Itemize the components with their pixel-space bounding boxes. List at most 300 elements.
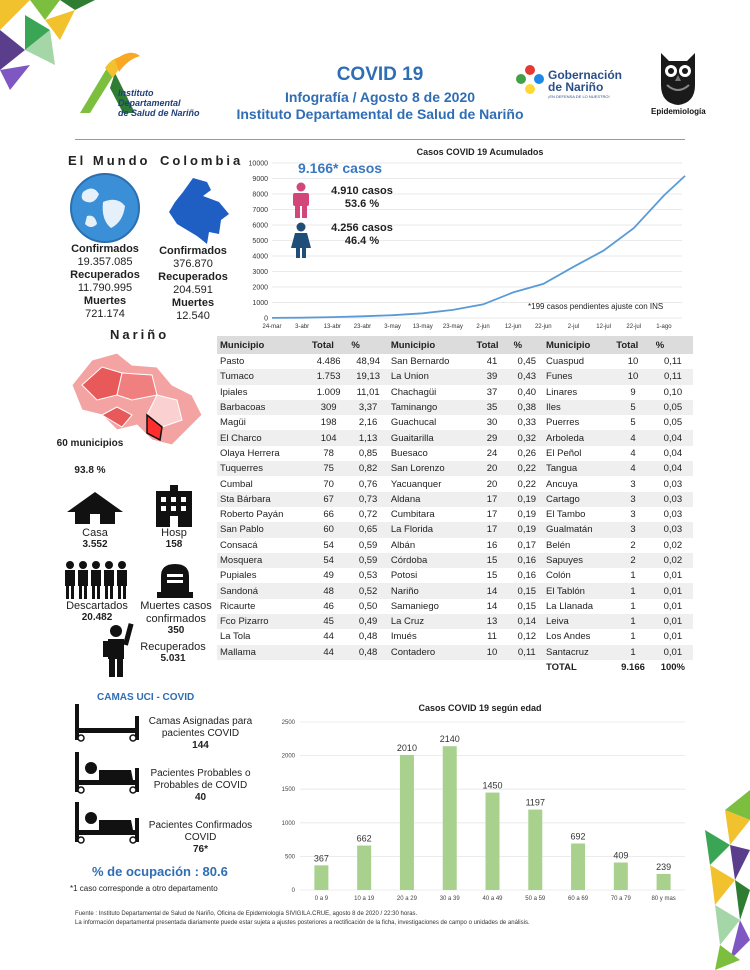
y-tick-label: 5000 — [252, 238, 268, 245]
table-cell: 1.753 — [309, 369, 348, 384]
bar-value-label: 662 — [356, 833, 372, 844]
table-cell: 0,22 — [511, 461, 543, 476]
descartados-label: Descartados — [66, 600, 128, 612]
y-tick-label: 7000 — [252, 207, 268, 214]
epidemiologia-label: Epidemiología — [651, 107, 706, 116]
female-icon — [290, 222, 312, 258]
table-row — [217, 522, 693, 537]
x-tick-label: 80 y mas — [651, 896, 676, 902]
table-cell: 0,45 — [517, 356, 537, 368]
table-cell: 104 — [309, 430, 348, 445]
table-header-row — [217, 336, 693, 354]
table-cell: 14 — [486, 600, 498, 612]
table-cell: 0,03 — [663, 478, 683, 490]
table-cell: 0,52 — [348, 583, 387, 598]
table-cell: Colón — [546, 570, 571, 582]
table-cell: 0,11 — [653, 369, 693, 384]
table-cell: Ipiales — [220, 386, 248, 398]
male-icon — [290, 182, 312, 218]
table-cell: Magüi — [220, 417, 246, 429]
table-header-cell: Total — [473, 336, 510, 354]
table-cell: 4.486 — [316, 356, 341, 368]
narino-heading: Nariño — [110, 327, 170, 342]
table-cell: 37 — [486, 386, 498, 398]
table-cell: 0,50 — [358, 600, 378, 612]
table-cell: 78 — [323, 447, 334, 459]
x-tick-label: 2-jul — [567, 324, 580, 330]
table-cell: 15 — [486, 570, 498, 582]
table-cell: Cumbal — [220, 478, 253, 490]
x-tick-label: 70 a 79 — [610, 896, 631, 902]
table-cell: Yacuanquer — [390, 478, 442, 490]
table-cell: 48 — [309, 583, 348, 598]
table-cell: Funes — [543, 369, 613, 384]
table-cell: 0,48 — [348, 645, 387, 660]
table-cell: La Florida — [388, 522, 474, 537]
table-cell: 3 — [613, 522, 652, 537]
table-header-cell: % — [511, 336, 543, 354]
municipality-table — [217, 336, 693, 675]
y-tick-label: 6000 — [252, 222, 268, 230]
table-cell: El Tablón — [543, 583, 613, 598]
colombia-heading: Colombia — [160, 153, 244, 168]
table-cell: La Llanada — [546, 600, 594, 612]
table-cell: Roberto Payán — [220, 509, 284, 521]
x-tick-label: 23-abr — [353, 324, 372, 330]
x-tick-label: 30 a 39 — [439, 896, 460, 902]
table-cell: 0,73 — [348, 492, 387, 507]
table-cell: 0,16 — [511, 553, 543, 568]
table-cell: 0,05 — [653, 400, 693, 415]
table-row — [217, 645, 693, 660]
tombstone-icon — [155, 562, 195, 598]
table-cell: 0,38 — [511, 400, 543, 415]
table-cell: 44 — [309, 645, 348, 660]
casa-label: Casa — [82, 527, 108, 539]
table-cell: 0,32 — [511, 430, 543, 445]
table-row — [217, 614, 693, 629]
table-cell: 3 — [613, 492, 652, 507]
table-cell: Ricaurte — [220, 600, 256, 612]
table-cell: 0,19 — [517, 509, 537, 521]
table-cell: 0,05 — [663, 417, 683, 429]
table-cell: 0,76 — [358, 478, 378, 490]
table-cell: 75 — [309, 461, 348, 476]
table-cell: 66 — [323, 509, 334, 521]
y-tick-label: 2000 — [281, 753, 295, 760]
bar-value-label: 2010 — [396, 742, 417, 753]
table-cell: 0,11 — [511, 645, 543, 660]
table-cell: Aldana — [388, 492, 474, 507]
table-cell: 10 — [627, 356, 639, 368]
table-cell: 1,13 — [348, 430, 387, 445]
bed-patient-icon — [73, 750, 141, 794]
table-cell: 0,02 — [653, 553, 693, 568]
table-row — [217, 415, 693, 430]
table-cell: 0,01 — [663, 600, 683, 612]
table-cell: 0,04 — [653, 461, 693, 476]
table-cell: 0,12 — [517, 631, 537, 643]
table-cell: 0,02 — [663, 539, 683, 551]
table-cell: Consacá — [220, 539, 258, 551]
table-cell: Fco Pizarro — [217, 614, 309, 629]
x-tick-label: 2-jun — [476, 324, 490, 330]
colombia-map-icon — [163, 176, 233, 246]
bar — [357, 846, 371, 890]
municipalities-pct: 93.8 % — [74, 465, 106, 476]
table-header-cell: % — [348, 336, 387, 354]
table-cell: TOTAL — [546, 662, 577, 674]
table-cell: 48,94 — [356, 356, 380, 368]
table-header-cell: Municipio — [217, 336, 309, 354]
table-cell: San Pablo — [217, 522, 309, 537]
world-confirmed-label: Confirmados — [71, 243, 139, 255]
table-cell: 198 — [320, 417, 337, 429]
male-cases: 4.910 casos 53.6 % — [331, 185, 393, 210]
table-cell: Tumaco — [217, 369, 309, 384]
table-cell: 309 — [309, 400, 348, 415]
table-cell: 41 — [486, 356, 498, 368]
bar-value-label: 367 — [313, 853, 329, 864]
table-cell: 14 — [473, 583, 510, 598]
page-subtitle: Infografía / Agosto 8 de 2020 Instituto Departamental de Salud de Nariño — [236, 89, 524, 122]
bar — [443, 746, 457, 890]
table-cell: 1 — [613, 614, 652, 629]
table-cell: Pasto — [220, 356, 245, 368]
colombia-confirmed-value: 376.870 — [173, 258, 213, 270]
recovered-person-icon — [100, 623, 138, 678]
table-cell: 0,59 — [348, 553, 387, 568]
table-cell — [511, 660, 543, 675]
table-cell: Potosi — [390, 570, 418, 582]
bed-confirmed-icon — [73, 800, 141, 844]
table-cell: Sandoná — [217, 583, 309, 598]
y-tick-label: 2000 — [252, 284, 268, 292]
table-cell: San Bernardo — [390, 356, 450, 368]
table-cell: 1 — [630, 600, 636, 612]
table-cell: 0,14 — [511, 614, 543, 629]
table-cell: 0,01 — [663, 570, 683, 582]
x-tick-label: 1-ago — [656, 324, 672, 330]
table-cell: Nariño — [388, 583, 474, 598]
bar — [528, 810, 542, 890]
table-cell: Guaitarilla — [388, 430, 474, 445]
x-tick-label: 3-may — [384, 324, 401, 330]
descartados-value: 20.482 — [81, 612, 113, 623]
table-cell: Olaya Herrera — [220, 447, 280, 459]
y-tick-label: 1500 — [281, 787, 295, 794]
world-deaths-label: Muertes — [83, 295, 127, 307]
bed-empty-icon — [73, 702, 141, 742]
table-cell: 1 — [613, 583, 652, 598]
table-cell: 5 — [613, 400, 652, 415]
bar-value-label: 692 — [570, 831, 586, 842]
table-row — [217, 538, 693, 553]
table-cell: 1.009 — [316, 386, 341, 398]
table-cell — [309, 660, 348, 675]
world-recovered-label: Recuperados — [70, 269, 140, 281]
table-row — [217, 492, 693, 507]
y-tick-label: 2500 — [281, 720, 295, 726]
table-header-cell: Total — [613, 336, 652, 354]
table-cell: 11 — [487, 631, 497, 643]
x-tick-label: 0 a 9 — [314, 896, 329, 902]
x-tick-label: 22-jul — [626, 324, 642, 330]
table-cell: 0,04 — [653, 430, 693, 445]
table-cell: 0,01 — [653, 614, 693, 629]
table-cell: 0,15 — [517, 600, 537, 612]
table-cell: Taminango — [388, 400, 474, 415]
table-row — [217, 629, 693, 644]
table-header-cell: Total — [309, 336, 348, 354]
recuperados-value: 5.031 — [160, 653, 186, 664]
table-cell: Santacruz — [543, 645, 613, 660]
colombia-deaths-value: 12.540 — [176, 310, 210, 322]
table-row — [217, 400, 693, 415]
owl-logo-icon — [655, 45, 701, 107]
table-cell: 2 — [613, 553, 652, 568]
uci-asignadas-label: Camas Asignadas para pacientes COVID — [148, 716, 253, 739]
colombia-confirmed-label: Confirmados — [159, 245, 227, 257]
table-total-row — [217, 660, 693, 675]
table-cell: 20 — [473, 461, 510, 476]
ids-logo-text: Instituto Departamental de Salud de Nariño — [118, 88, 200, 118]
colombia-recovered-label: Recuperados — [158, 271, 228, 283]
table-cell: 0,03 — [663, 509, 683, 521]
bar-value-label: 239 — [656, 861, 672, 872]
table-header-cell: % — [653, 336, 693, 354]
table-cell: Mosquera — [217, 553, 309, 568]
table-cell: La Union — [388, 369, 474, 384]
table-cell: 0,65 — [348, 522, 387, 537]
page-title: COVID 19 — [336, 64, 424, 85]
table-cell: 0,40 — [517, 386, 537, 398]
table-cell: El Tambo — [546, 509, 586, 521]
y-tick-label: 4000 — [252, 253, 268, 261]
table-cell: 35 — [473, 400, 510, 415]
table-cell: 3 — [630, 509, 636, 521]
x-tick-label: 50 a 59 — [525, 896, 546, 902]
table-cell: 30 — [486, 417, 498, 429]
table-row — [217, 583, 693, 598]
table-cell: 2,16 — [358, 417, 378, 429]
table-cell: 4 — [613, 461, 652, 476]
uci-probables-label: Pacientes Probables o Probables de COVID — [150, 768, 251, 791]
age-chart-title: Casos COVID 19 según edad — [418, 703, 542, 713]
table-cell: Tangua — [543, 461, 613, 476]
y-tick-label: 1000 — [281, 820, 295, 827]
table-cell: Iles — [543, 400, 613, 415]
world-confirmed-value: 19.357.085 — [77, 256, 133, 268]
table-cell: 24 — [486, 447, 498, 459]
table-cell: Linares — [546, 386, 578, 398]
table-cell: Cumbitara — [390, 509, 435, 521]
table-cell: Pupiales — [220, 570, 257, 582]
y-tick-label: 8000 — [252, 191, 268, 199]
cumulative-chart-title: Casos COVID 19 Acumulados — [416, 147, 544, 157]
table-cell: Leiva — [543, 614, 613, 629]
table-cell: 49 — [323, 570, 334, 582]
x-tick-label: 12-jun — [504, 324, 522, 330]
bar — [400, 755, 414, 890]
table-row — [217, 446, 693, 461]
x-tick-label: 12-jul — [596, 324, 611, 330]
table-cell: Gualmatán — [543, 522, 613, 537]
table-cell: 60 — [309, 522, 348, 537]
table-cell: 54 — [309, 553, 348, 568]
table-cell: Belén — [546, 539, 571, 551]
table-cell: 0,72 — [358, 509, 378, 521]
table-cell: 0,48 — [358, 631, 378, 643]
table-cell: 1 — [630, 631, 636, 643]
table-cell: 29 — [473, 430, 510, 445]
header-divider — [75, 139, 685, 140]
table-cell: 0,82 — [348, 461, 387, 476]
table-cell: 0,43 — [511, 369, 543, 384]
muertes-value: 350 — [167, 625, 185, 636]
table-cell: 0,10 — [663, 386, 683, 398]
bar — [486, 793, 500, 890]
bar — [614, 863, 628, 890]
table-cell: 19,13 — [348, 369, 387, 384]
table-cell: Córdoba — [388, 553, 474, 568]
table-cell: 9 — [630, 386, 636, 398]
table-cell: Tuquerres — [217, 461, 309, 476]
table-cell: 0,03 — [653, 492, 693, 507]
table-row — [217, 599, 693, 614]
table-cell: Buesaco — [390, 447, 428, 459]
recuperados-label: Recuperados — [140, 641, 206, 653]
table-cell: 3 — [630, 478, 636, 490]
table-row — [217, 553, 693, 568]
group-people-icon — [62, 560, 128, 600]
colombia-deaths-label: Muertes — [171, 297, 215, 309]
table-cell: 0,19 — [511, 522, 543, 537]
table-cell: La Cruz — [388, 614, 474, 629]
uci-title: CAMAS UCI - COVID — [97, 692, 195, 703]
gobernacion-logo-text: Gobernación de Nariño — [548, 68, 623, 94]
table-cell — [388, 660, 474, 675]
source-note: Fuente : Instituto Departamental de Salud de Nariño, Oficina de Epidemiología SIVIGILA.CRUE, agosto 8 de 2020 / 22:30 horas. La información departamental presentada diariamente puede estar sujeta a ajustes posteriores a rectificación de la ficha, investigaciones de campo o unidades de análisis. — [75, 911, 530, 926]
bar — [657, 874, 671, 890]
table-cell: Mallama — [217, 645, 309, 660]
world-heading: El Mundo — [68, 153, 151, 168]
colombia-recovered-value: 204.591 — [173, 284, 213, 296]
table-cell: 0,33 — [517, 417, 537, 429]
y-tick-label: 9000 — [252, 176, 268, 183]
uci-probables-value: 40 — [194, 792, 207, 803]
table-cell: 0,01 — [663, 631, 683, 643]
table-cell: 0,16 — [517, 570, 537, 582]
table-cell: Puerres — [546, 417, 580, 429]
table-cell: Contadero — [388, 645, 474, 660]
table-cell: Albán — [390, 539, 416, 551]
casa-value: 3.552 — [82, 539, 108, 550]
table-cell: 4 — [630, 447, 636, 459]
x-tick-label: 22-jun — [534, 324, 552, 330]
table-header-cell: Municipio — [388, 336, 474, 354]
table-cell: 100% — [660, 662, 686, 674]
table-cell: 10 — [613, 369, 652, 384]
uci-asignadas-value: 144 — [192, 740, 209, 751]
table-cell — [348, 660, 387, 675]
table-cell: 3,37 — [348, 400, 387, 415]
decorative-corner-bottom-right — [695, 790, 750, 970]
bar-value-label: 2140 — [439, 734, 460, 745]
table-cell: 0,26 — [517, 447, 537, 459]
table-row — [217, 568, 693, 583]
table-cell: 0,11 — [663, 356, 682, 368]
table-cell: 20 — [486, 478, 498, 490]
y-tick-label: 10000 — [248, 160, 268, 168]
table-cell: 5 — [630, 417, 636, 429]
table-cell: Ancuya — [546, 478, 578, 490]
table-cell — [217, 660, 309, 675]
table-cell: 0,03 — [653, 522, 693, 537]
table-row — [217, 476, 693, 491]
table-cell: 2 — [630, 539, 636, 551]
table-cell: 16 — [486, 539, 498, 551]
table-cell: La Tola — [220, 631, 251, 643]
y-tick-label: 1000 — [252, 300, 268, 307]
age-chart — [270, 714, 690, 909]
table-header-cell: Municipio — [543, 336, 613, 354]
municipalities-count: 60 municipios — [56, 438, 124, 449]
x-tick-label: 40 a 49 — [482, 896, 503, 902]
total-cases-label: 9.166* casos — [298, 160, 383, 176]
table-cell: Guachucal — [390, 417, 437, 429]
world-deaths-value: 721.174 — [85, 308, 125, 320]
table-row — [217, 385, 693, 400]
table-row — [217, 507, 693, 522]
house-icon — [65, 490, 125, 525]
table-cell: Sta Bárbara — [217, 492, 309, 507]
x-tick-label: 23-may — [442, 324, 463, 330]
table-cell: 13 — [473, 614, 510, 629]
muertes-label: Muertes casos confirmados — [140, 600, 212, 625]
table-cell: San Lorenzo — [388, 461, 474, 476]
table-cell: Cuaspud — [546, 356, 585, 368]
world-recovered-value: 11.790.995 — [77, 282, 133, 294]
gobernacion-logo-icon — [513, 62, 547, 98]
occupancy-rate: % de ocupación : 80.6 — [92, 864, 228, 879]
bar — [571, 843, 585, 890]
table-cell: 9.166 — [621, 662, 645, 674]
y-tick-label: 0 — [264, 315, 268, 323]
table-row — [217, 461, 693, 476]
table-cell: 39 — [473, 369, 510, 384]
table-cell: 44 — [323, 631, 334, 643]
globe-icon — [69, 172, 141, 244]
table-cell: 0,15 — [511, 583, 543, 598]
table-cell: 1 — [630, 570, 636, 582]
x-tick-label: 10 a 19 — [354, 896, 375, 902]
table-cell: 0,01 — [653, 645, 693, 660]
y-tick-label: 500 — [284, 854, 295, 861]
x-tick-label: 3-abr — [295, 324, 310, 330]
table-cell: 15 — [473, 553, 510, 568]
table-cell: Barbacoas — [217, 400, 309, 415]
narino-map-icon — [62, 345, 207, 450]
uci-footnote: *1 caso corresponde a otro departamento — [70, 884, 218, 893]
table-cell: 0,17 — [517, 539, 537, 551]
hospital-icon — [152, 485, 196, 527]
table-cell: Cartago — [543, 492, 613, 507]
table-cell: Imués — [390, 631, 417, 643]
table-row — [217, 369, 693, 384]
bar — [314, 865, 328, 890]
table-row — [217, 354, 693, 369]
